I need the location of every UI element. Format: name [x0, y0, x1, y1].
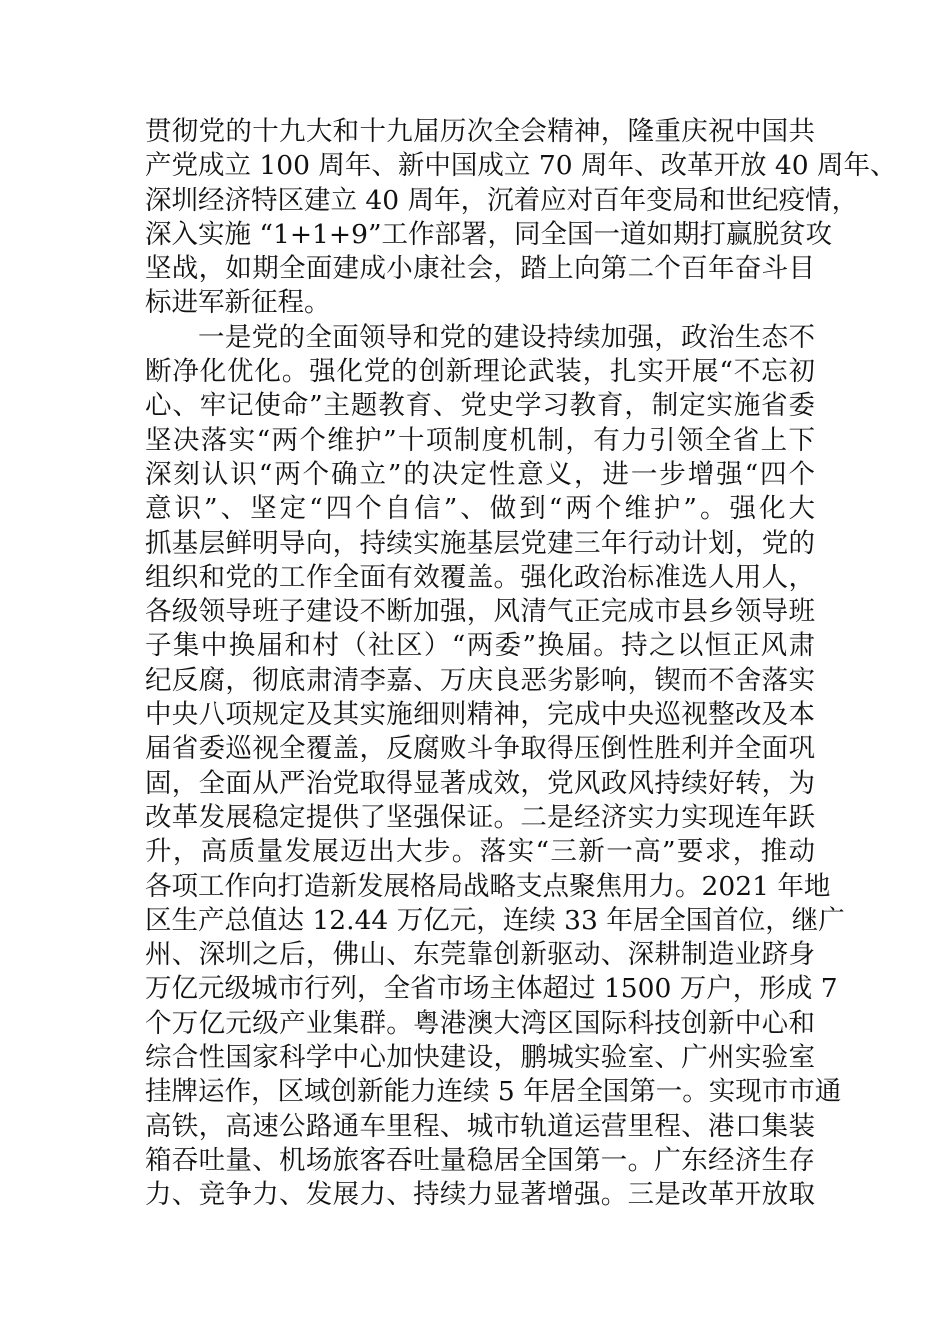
text-line: 产党成立 100 周年、新中国成立 70 周年、改革开放 40 周年、	[145, 150, 897, 182]
text-line: 各项工作向打造新发展格局战略支点聚焦用力。2021 年地	[145, 870, 831, 902]
text-line: 坚决落实“两个维护”十项制度机制，有力引领全省上下	[145, 424, 815, 456]
text-line: 深刻认识“两个确立”的决定性意义，进一步增强“四个	[145, 458, 815, 490]
text-line: 箱吞吐量、机场旅客吞吐量稳居全国第一。广东经济生存	[145, 1144, 815, 1176]
text-line: 子集中换届和村（社区）“两委”换届。持之以恒正风肃	[145, 630, 815, 662]
text-line: 区生产总值达 12.44 万亿元，连续 33 年居全国首位，继广	[145, 904, 845, 936]
text-line: 州、深圳之后，佛山、东莞靠创新驱动、深耕制造业跻身	[145, 939, 815, 971]
text-line: 中央八项规定及其实施细则精神，完成中央巡视整改及本	[145, 699, 815, 731]
text-line: 届省委巡视全覆盖，反腐败斗争取得压倒性胜利并全面巩	[145, 733, 815, 765]
text-line: 抓基层鲜明导向，持续实施基层党建三年行动计划，党的	[145, 527, 815, 559]
text-line: 纪反腐，彻底肃清李嘉、万庆良恶劣影响，锲而不舍落实	[145, 664, 815, 696]
text-line: 力、竞争力、发展力、持续力显著增强。三是改革开放取	[145, 1179, 815, 1211]
text-line: 坚战，如期全面建成小康社会，踏上向第二个百年奋斗目	[145, 253, 815, 285]
text-line: 高铁，高速公路通车里程、城市轨道运营里程、港口集装	[145, 1110, 815, 1142]
text-line: 深圳经济特区建立 40 周年，沉着应对百年变局和世纪疫情，	[145, 184, 859, 216]
text-line: 意识”、坚定“四个自信”、做到“两个维护”。强化大	[145, 493, 815, 525]
text-line: 改革发展稳定提供了坚强保证。二是经济实力实现连年跃	[145, 801, 815, 833]
body-text	[145, 115, 897, 1213]
text-line: 各级领导班子建设不断加强，风清气正完成市县乡领导班	[145, 596, 815, 628]
text-line: 固，全面从严治党取得显著成效，党风政风持续好转，为	[145, 767, 815, 799]
text-line: 挂牌运作，区域创新能力连续 5 年居全国第一。实现市市通	[145, 1076, 842, 1108]
text-line: 心、牢记使命”主题教育、党史学习教育，制定实施省委	[145, 390, 815, 422]
text-line: 万亿元级城市行列，全省市场主体超过 1500 万户，形成 7	[145, 973, 838, 1005]
text-line: 综合性国家科学中心加快建设，鹏城实验室、广州实验室	[145, 1042, 815, 1074]
text-line: 个万亿元级产业集群。粤港澳大湾区国际科技创新中心和	[145, 1007, 815, 1039]
paragraph-start-line: 一是党的全面领导和党的建设持续加强，政治生态不	[198, 321, 815, 353]
text-line: 断净化优化。强化党的创新理论武装，扎实开展“不忘初	[145, 356, 815, 388]
text-line: 贯彻党的十九大和十九届历次全会精神，隆重庆祝中国共	[145, 116, 815, 147]
text-line: 深入实施 “1+1+9”工作部署，同全国一道如期打赢脱贫攻	[145, 218, 833, 250]
text-line: 组织和党的工作全面有效覆盖。强化政治标准选人用人，	[145, 561, 815, 593]
text-line: 升，高质量发展迈出大步。落实“三新一高”要求，推动	[145, 836, 815, 868]
text-line: 标进军新征程。	[145, 287, 331, 319]
